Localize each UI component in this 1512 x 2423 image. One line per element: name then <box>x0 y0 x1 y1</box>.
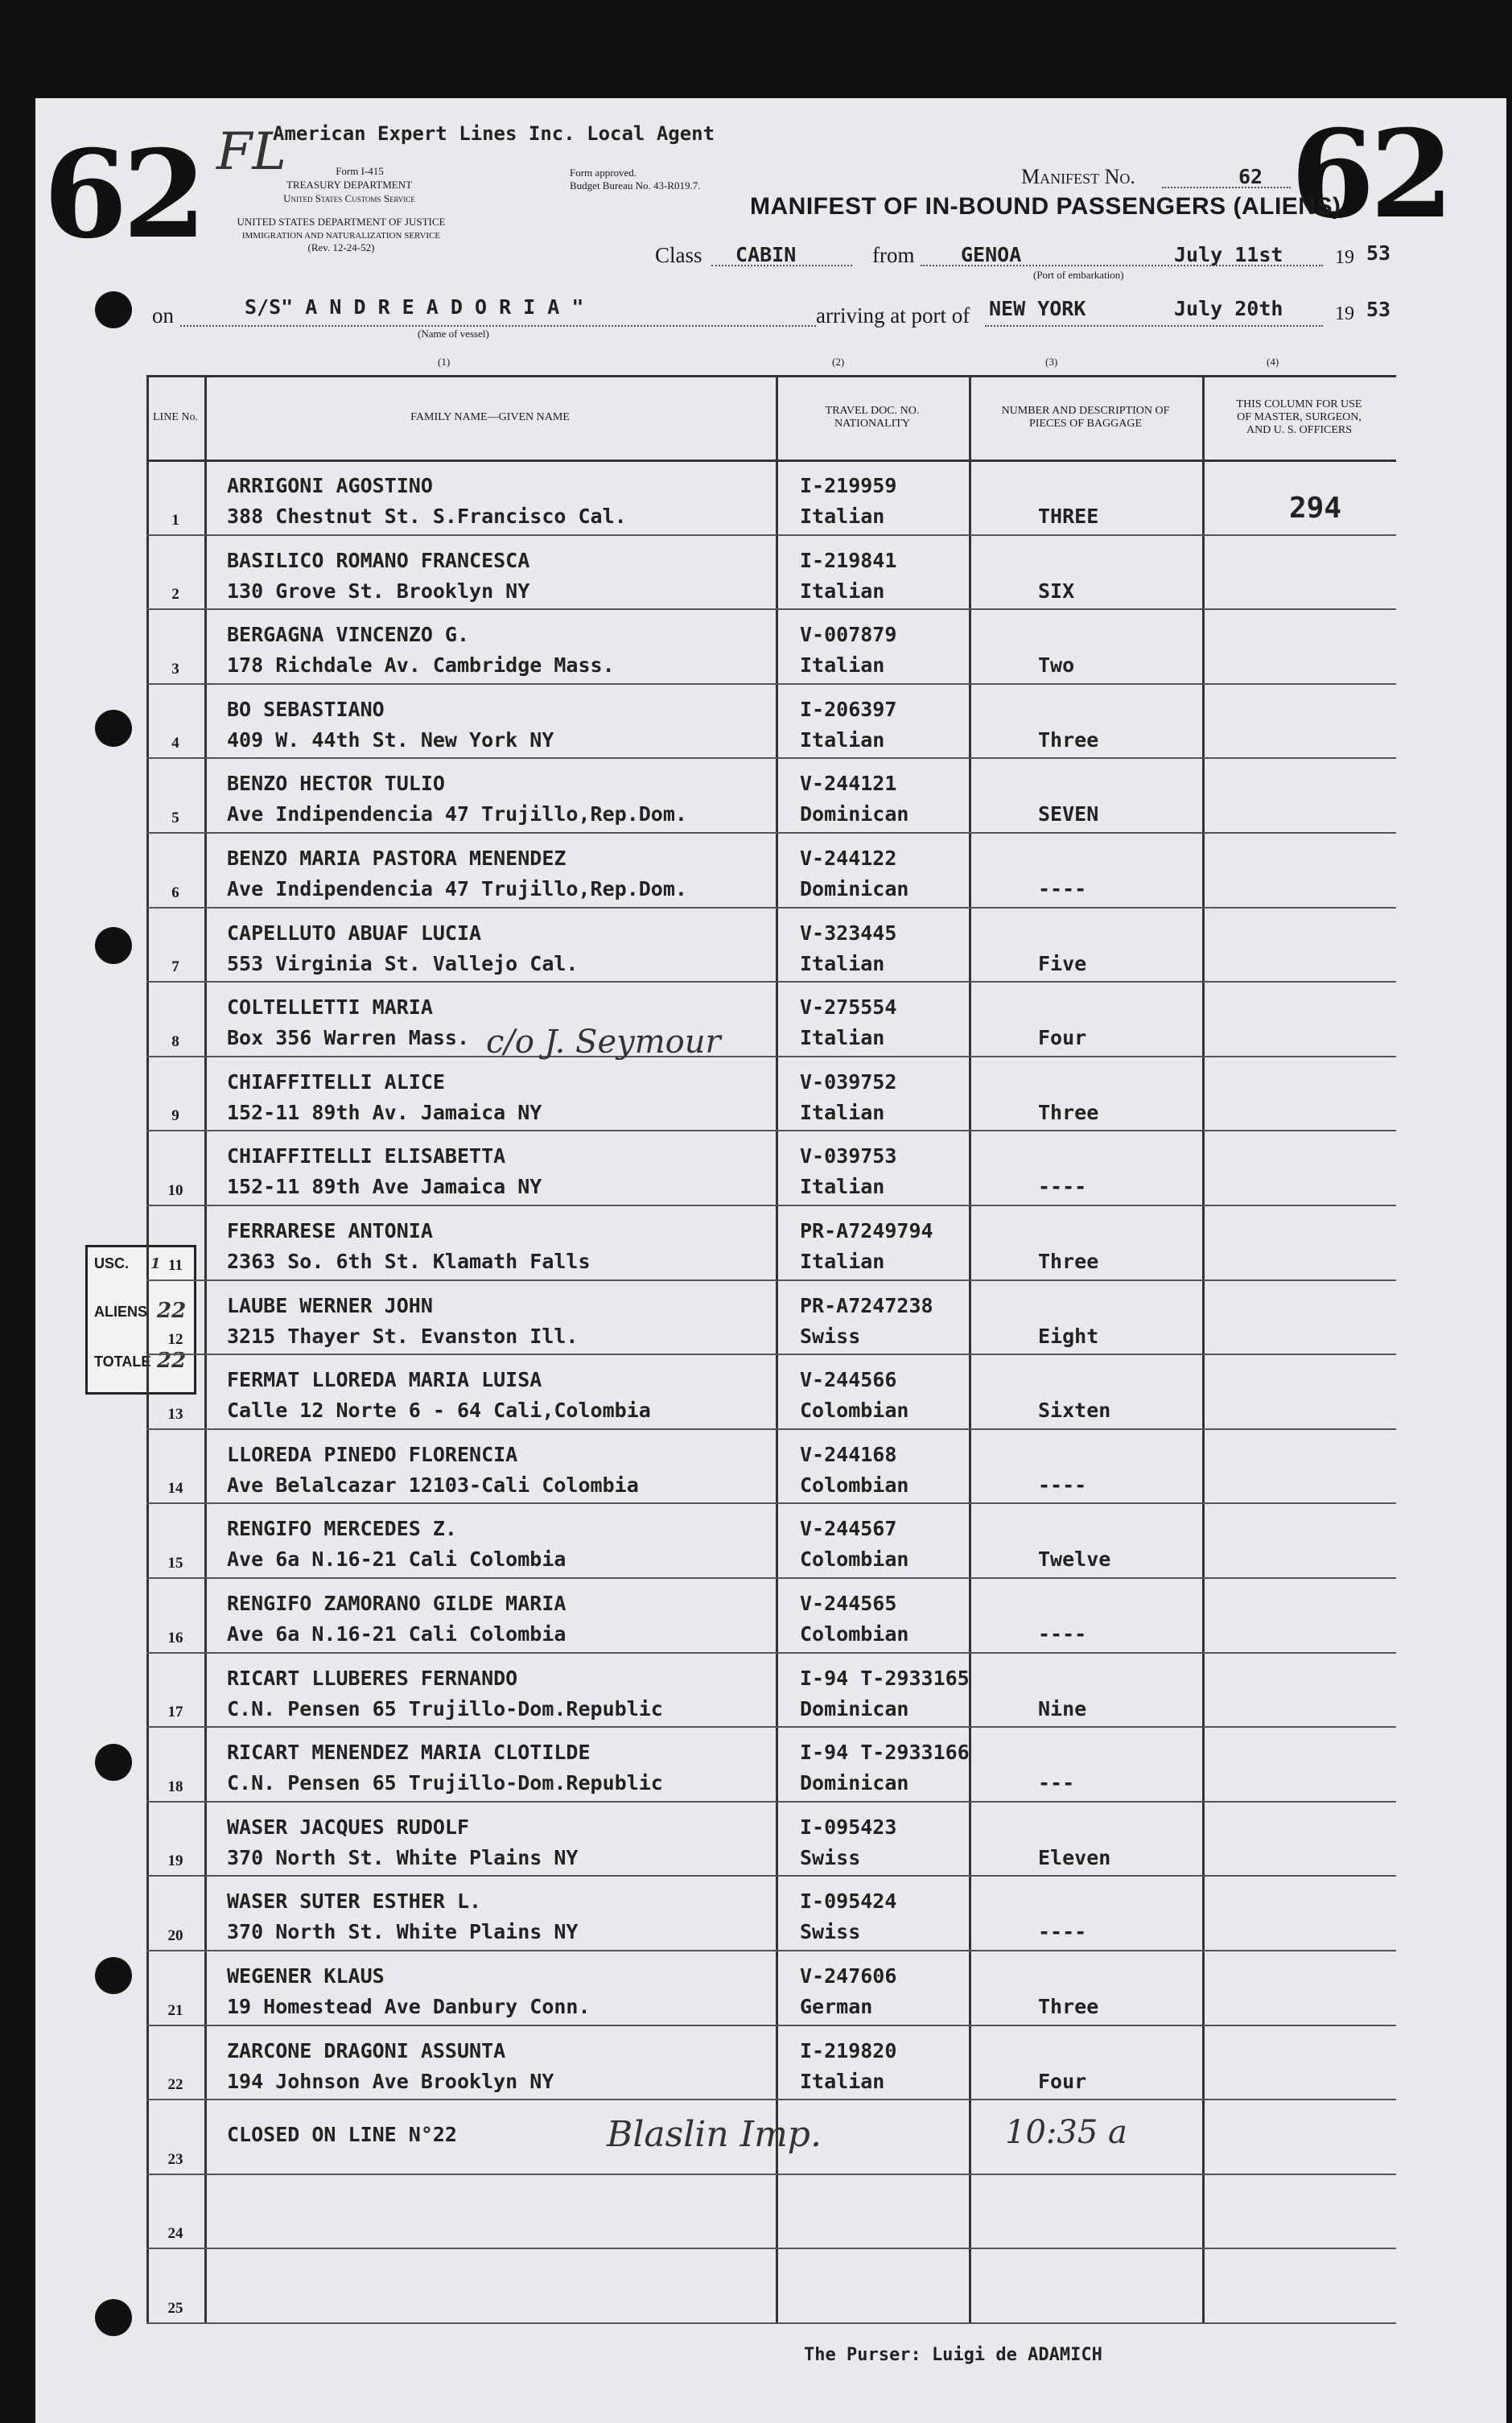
passenger-name: CAPELLUTO ABUAF LUCIA <box>227 921 482 945</box>
table-row <box>146 1056 1396 1132</box>
passenger-name: BO SEBASTIANO <box>227 697 385 721</box>
nationality: Dominican <box>800 877 909 900</box>
nationality: Swiss <box>800 1845 861 1869</box>
form-approved: Form approved. <box>570 167 637 179</box>
passenger-address: 178 Richdale Av. Cambridge Mass. <box>227 653 615 678</box>
nationality: German <box>800 1995 873 2018</box>
table-row <box>146 2025 1396 2101</box>
nationality: Italian <box>800 1100 885 1124</box>
line-number: 1 <box>171 511 179 529</box>
col-num-1: (1) <box>438 356 451 368</box>
purser-line: The Purser: Luigi de ADAMICH <box>804 2345 1102 2365</box>
passenger-address: Ave Indipendencia 47 Trujillo,Rep.Dom. <box>227 802 687 826</box>
baggage: Eleven <box>1038 1845 1111 1869</box>
punch-hole <box>95 291 132 328</box>
line-number: 13 <box>167 1405 183 1423</box>
baggage: Two <box>1038 653 1075 678</box>
passenger-name: RICART LLUBERES FERNANDO <box>227 1666 518 1690</box>
table-row <box>146 757 1396 834</box>
embark-caption: (Port of embarkation) <box>1033 269 1124 281</box>
nationality: Dominican <box>800 802 909 826</box>
passenger-address: Ave Indipendencia 47 Trujillo,Rep.Dom. <box>227 877 687 900</box>
passenger-address: 553 Virginia St. Vallejo Cal. <box>227 951 579 975</box>
vessel-name: S/S" A N D R E A D O R I A " <box>245 295 584 319</box>
travel-doc: I-94 T-2933166 <box>800 1741 970 1765</box>
year-prefix-1: 19 <box>1335 247 1354 268</box>
manifest-sheet <box>35 98 1506 2423</box>
embark-port: GENOA <box>961 243 1022 266</box>
passenger-name: BENZO MARIA PASTORA MENENDEZ <box>227 847 566 870</box>
table-row <box>146 534 1396 611</box>
ins-service: IMMIGRATION AND NATURALIZATION SERVICE <box>241 231 441 241</box>
manifest-no-value: 62 <box>1238 165 1263 188</box>
passenger-address: C.N. Pensen 65 Trujillo-Dom.Republic <box>227 1696 663 1720</box>
passenger-name: BENZO HECTOR TULIO <box>227 772 445 796</box>
treasury-dept: TREASURY DEPARTMENT <box>286 179 413 191</box>
passenger-address: 19 Homestead Ave Danbury Conn. <box>227 1995 591 2018</box>
passenger-address: 194 Johnson Ave Brooklyn NY <box>227 2069 554 2093</box>
arrival-date: July 20th <box>1174 297 1283 320</box>
travel-doc: V-007879 <box>800 623 897 647</box>
line-number: 3 <box>171 660 179 678</box>
vessel-caption: (Name of vessel) <box>418 328 489 340</box>
nationality: Italian <box>800 1175 885 1199</box>
passenger-name: COLTELLETTI MARIA <box>227 995 433 1020</box>
baggage: Three <box>1038 1100 1099 1124</box>
travel-doc: V-244122 <box>800 847 897 870</box>
baggage: ---- <box>1038 1920 1087 1944</box>
passenger-address: 152-11 89th Av. Jamaica NY <box>227 1100 542 1124</box>
table-row <box>146 1801 1396 1877</box>
customs-service: United States Customs Service <box>283 192 415 204</box>
passenger-address: 130 Grove St. Brooklyn NY <box>227 579 530 603</box>
nationality: Colombian <box>800 1622 909 1646</box>
arriving-label: arriving at port of <box>816 303 970 328</box>
travel-doc: I-095423 <box>800 1815 897 1839</box>
baggage: --- <box>1038 1771 1075 1795</box>
punch-hole <box>95 1957 132 1994</box>
line-number: 24 <box>167 2225 183 2243</box>
passenger-table <box>146 375 1396 2322</box>
nationality: Italian <box>800 1026 885 1050</box>
line-number: 19 <box>167 1852 183 1870</box>
table-row <box>146 1502 1396 1579</box>
baggage: Three <box>1038 1250 1099 1273</box>
passenger-name: WASER JACQUES RUDOLF <box>227 1815 470 1839</box>
line-number: 2 <box>171 586 179 604</box>
nationality: Italian <box>800 653 885 678</box>
passenger-name: RENGIFO MERCEDES Z. <box>227 1517 457 1541</box>
travel-doc: I-94 T-2933165 <box>800 1666 970 1690</box>
nationality: Italian <box>800 727 885 752</box>
passenger-address: 388 Chestnut St. S.Francisco Cal. <box>227 505 627 528</box>
travel-doc: PR-A7249794 <box>800 1219 933 1242</box>
table-row <box>146 2174 1396 2250</box>
total-value: 22 <box>157 1349 187 1373</box>
passenger-address: 370 North St. White Plains NY <box>227 1920 579 1944</box>
handwritten-signature: Blaslin Imp. <box>607 2114 822 2155</box>
travel-doc: I-219820 <box>800 2038 897 2062</box>
handwritten-time: 10:35 a <box>1005 2114 1127 2151</box>
baggage: ---- <box>1038 1622 1087 1646</box>
travel-doc: I-095424 <box>800 1889 897 1914</box>
baggage: Eight <box>1038 1324 1099 1348</box>
manifest-no-label: Manifest No. <box>1021 165 1135 188</box>
table-row <box>146 1875 1396 1951</box>
form-id: Form I-415 <box>336 165 384 177</box>
travel-doc: I-219841 <box>800 548 897 572</box>
line-number: 6 <box>171 884 179 901</box>
baggage: SIX <box>1038 579 1075 603</box>
line-number: 10 <box>167 1181 183 1199</box>
col-head-line: LINE No. <box>153 410 198 423</box>
line-number: 15 <box>167 1554 183 1572</box>
passenger-address: Box 356 Warren Mass. <box>227 1026 470 1050</box>
handwritten-care-of: c/o J. Seymour <box>486 1024 721 1061</box>
travel-doc: V-247606 <box>800 1964 897 1988</box>
passenger-address: Ave 6a N.16-21 Cali Colombia <box>227 1547 566 1572</box>
col-head-officers: THIS COLUMN FOR USE OF MASTER, SURGEON, AND U. S. OFFICERS <box>1236 398 1362 436</box>
baggage: ---- <box>1038 1473 1087 1497</box>
usc-value: 1 <box>150 1255 161 1272</box>
col-num-4: (4) <box>1267 356 1279 368</box>
line-number: 8 <box>171 1032 179 1050</box>
table-row <box>146 1428 1396 1505</box>
line-number: 7 <box>171 958 179 976</box>
passenger-address: Ave 6a N.16-21 Cali Colombia <box>227 1622 566 1646</box>
nationality: Colombian <box>800 1473 909 1497</box>
baggage: Three <box>1038 1995 1099 2018</box>
baggage: Twelve <box>1038 1547 1111 1572</box>
manifest-no-line <box>1162 187 1291 188</box>
aliens-label: ALIENS <box>94 1304 148 1320</box>
table-row <box>146 1354 1396 1430</box>
from-label: from <box>872 243 915 267</box>
passenger-name: RICART MENENDEZ MARIA CLOTILDE <box>227 1741 591 1765</box>
table-row <box>146 1950 1396 2026</box>
baggage: Five <box>1038 951 1087 975</box>
manifest-title: MANIFEST OF IN-BOUND PASSENGERS (ALIENS) <box>750 193 1341 220</box>
table-row <box>146 459 1396 536</box>
table-row <box>146 2248 1396 2324</box>
nationality: Colombian <box>800 1547 909 1572</box>
nationality: Italian <box>800 505 885 528</box>
passenger-name: CHIAFFITELLI ALICE <box>227 1069 445 1094</box>
line-number: 14 <box>167 1480 183 1498</box>
travel-doc: V-244121 <box>800 772 897 796</box>
line-number: 23 <box>167 2150 183 2168</box>
nationality: Colombian <box>800 1399 909 1423</box>
table-row <box>146 1130 1396 1206</box>
baggage: Nine <box>1038 1696 1087 1720</box>
passenger-name: BASILICO ROMANO FRANCESCA <box>227 548 530 572</box>
passenger-address: 2363 So. 6th St. Klamath Falls <box>227 1250 591 1273</box>
baggage: Sixten <box>1038 1399 1111 1423</box>
line-number: 25 <box>167 2299 183 2317</box>
page-number-right: 62 <box>1291 104 1449 245</box>
baggage: Four <box>1038 2069 1087 2093</box>
class-label: Class <box>655 243 702 267</box>
aliens-value: 22 <box>157 1299 187 1323</box>
punch-hole <box>95 710 132 747</box>
passenger-name: CHIAFFITELLI ELISABETTA <box>227 1144 506 1168</box>
officer-note: 294 <box>1289 492 1342 525</box>
table-row <box>146 907 1396 983</box>
col-head-baggage: NUMBER AND DESCRIPTION OF PIECES OF BAGGAGE <box>1001 404 1170 430</box>
page-number-left: 62 <box>43 124 202 266</box>
nationality: Italian <box>800 579 885 603</box>
passenger-address: C.N. Pensen 65 Trujillo-Dom.Republic <box>227 1771 663 1795</box>
passenger-address: 409 W. 44th St. New York NY <box>227 727 554 752</box>
line-number: 17 <box>167 1704 183 1721</box>
line-number: 16 <box>167 1629 183 1646</box>
line-number: 21 <box>167 2001 183 2019</box>
line-number: 22 <box>167 2076 183 2094</box>
nationality: Swiss <box>800 1920 861 1944</box>
travel-doc: V-039753 <box>800 1144 897 1168</box>
table-row <box>146 1205 1396 1281</box>
travel-doc: V-244565 <box>800 1592 897 1615</box>
agent-line: American Expert Lines Inc. Local Agent <box>273 122 715 145</box>
table-row <box>146 1652 1396 1729</box>
nationality: Dominican <box>800 1696 909 1720</box>
passenger-name: LAUBE WERNER JOHN <box>227 1293 433 1317</box>
line-number: 18 <box>167 1778 183 1795</box>
passenger-name: WASER SUTER ESTHER L. <box>227 1889 482 1914</box>
class-value: CABIN <box>735 243 797 266</box>
punch-hole <box>95 2299 132 2336</box>
handwritten-mark: FL <box>216 122 286 182</box>
line-number: 11 <box>168 1256 183 1274</box>
total-label: TOTALE <box>94 1354 151 1370</box>
baggage: Four <box>1038 1026 1087 1050</box>
passenger-name: RENGIFO ZAMORANO GILDE MARIA <box>227 1592 566 1615</box>
travel-doc: V-039752 <box>800 1069 897 1094</box>
line-number: 5 <box>171 809 179 826</box>
table-row <box>146 608 1396 685</box>
travel-doc: V-244168 <box>800 1442 897 1466</box>
year-prefix-2: 19 <box>1335 303 1354 324</box>
punch-hole <box>95 927 132 964</box>
col-head-doc: TRAVEL DOC. NO. NATIONALITY <box>825 404 920 430</box>
passenger-name: LLOREDA PINEDO FLORENCIA <box>227 1442 518 1466</box>
embark-date: July 11st <box>1174 243 1283 266</box>
baggage: Three <box>1038 727 1099 752</box>
passenger-address: 370 North St. White Plains NY <box>227 1845 579 1869</box>
vessel-line <box>180 325 816 327</box>
baggage: THREE <box>1038 505 1099 528</box>
nationality: Swiss <box>800 1324 861 1348</box>
usc-label: USC. <box>94 1255 130 1271</box>
nationality: Italian <box>800 2069 885 2093</box>
justice-dept: UNITED STATES DEPARTMENT OF JUSTICE <box>237 216 446 228</box>
table-row <box>146 832 1396 909</box>
line-number: 12 <box>167 1331 183 1349</box>
travel-doc: I-219959 <box>800 474 897 497</box>
line-number: 20 <box>167 1926 183 1944</box>
year-suffix-2: 53 <box>1366 298 1391 321</box>
col-num-3: (3) <box>1045 356 1058 368</box>
table-row <box>146 1279 1396 1356</box>
passenger-name: BERGAGNA VINCENZO G. <box>227 623 470 647</box>
passenger-address: 3215 Thayer St. Evanston Ill. <box>227 1324 579 1348</box>
passenger-address: Ave Belalcazar 12103-Cali Colombia <box>227 1473 639 1497</box>
col-num-2: (2) <box>832 356 845 368</box>
travel-doc: V-244566 <box>800 1368 897 1392</box>
col-head-name: FAMILY NAME—GIVEN NAME <box>410 410 570 423</box>
passenger-name: FERMAT LLOREDA MARIA LUISA <box>227 1368 542 1392</box>
line-number: 9 <box>171 1107 179 1125</box>
form-revision: (Rev. 12-24-52) <box>307 241 375 253</box>
baggage: SEVEN <box>1038 802 1099 826</box>
table-row <box>146 683 1396 760</box>
nationality: Italian <box>800 1250 885 1273</box>
budget-bureau: Budget Bureau No. 43-R019.7. <box>570 179 701 192</box>
travel-doc: V-244567 <box>800 1517 897 1541</box>
year-suffix-1: 53 <box>1366 241 1391 265</box>
port-line <box>985 325 1323 327</box>
table-row <box>146 1577 1396 1654</box>
table-row <box>146 981 1396 1057</box>
nationality: Dominican <box>800 1771 909 1795</box>
arrival-port: NEW YORK <box>989 297 1086 320</box>
passenger-address: Calle 12 Norte 6 - 64 Cali,Colombia <box>227 1399 651 1423</box>
travel-doc: V-323445 <box>800 921 897 945</box>
passenger-name: ZARCONE DRAGONI ASSUNTA <box>227 2038 506 2062</box>
nationality: Italian <box>800 951 885 975</box>
line-number: 4 <box>171 735 179 752</box>
baggage: ---- <box>1038 877 1087 900</box>
travel-doc: PR-A7247238 <box>800 1293 933 1317</box>
passenger-name: ARRIGONI AGOSTINO <box>227 474 433 497</box>
travel-doc: V-275554 <box>800 995 897 1020</box>
passenger-name: FERRARESE ANTONIA <box>227 1219 433 1242</box>
on-label: on <box>152 303 174 328</box>
passenger-name: WEGENER KLAUS <box>227 1964 385 1988</box>
punch-hole <box>95 1744 132 1781</box>
passenger-address: 152-11 89th Ave Jamaica NY <box>227 1175 542 1199</box>
travel-doc: I-206397 <box>800 697 897 721</box>
passenger-name: CLOSED ON LINE N°22 <box>227 2123 457 2147</box>
table-row <box>146 1726 1396 1803</box>
baggage: ---- <box>1038 1175 1087 1199</box>
